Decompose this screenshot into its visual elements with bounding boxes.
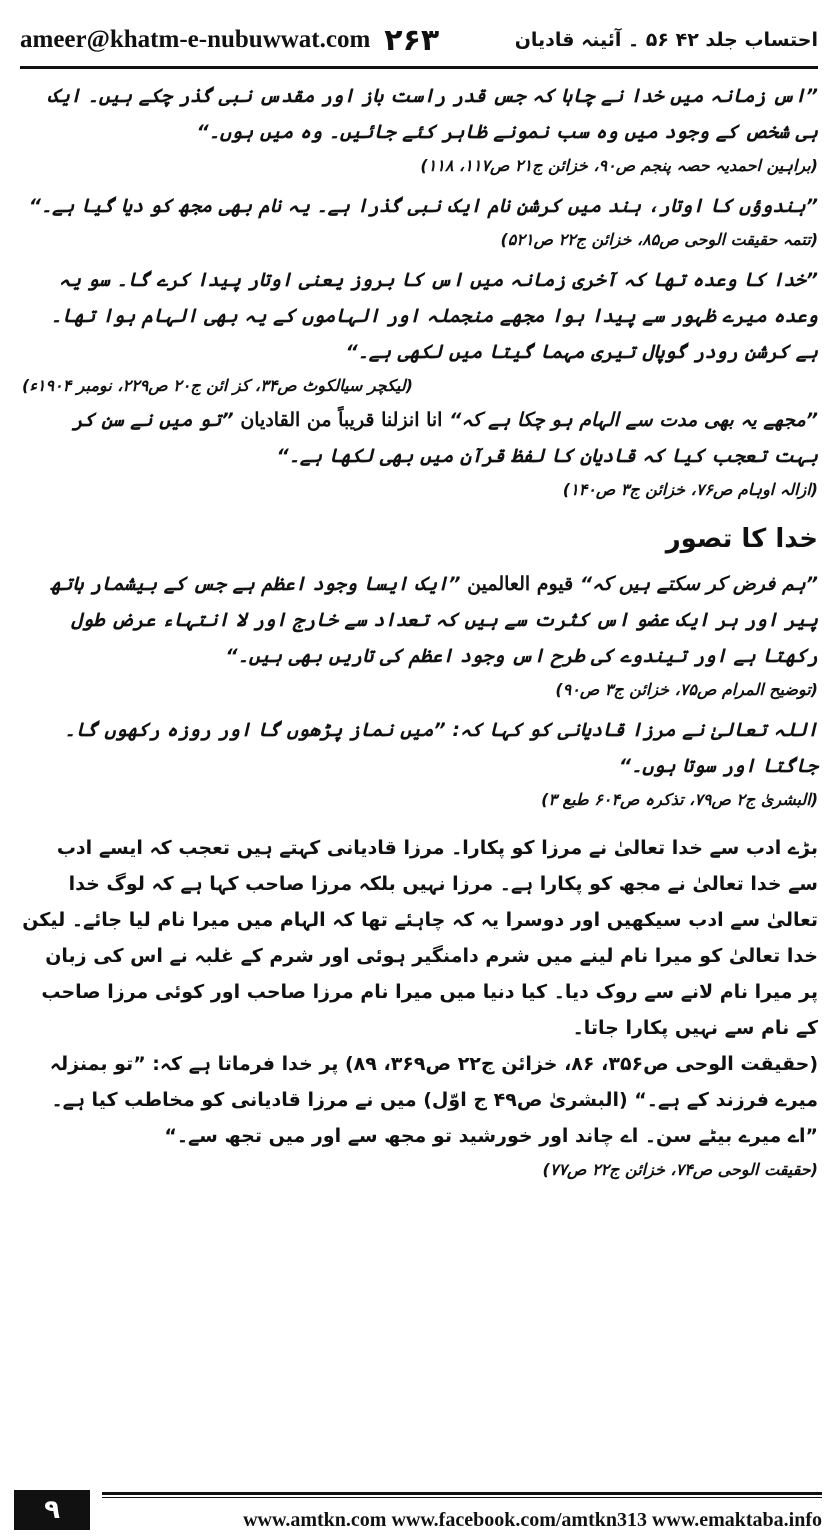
quote-4-part-a: ”مجھے یہ بھی مدت سے الہام ہو چکا ہے کہ“ — [449, 409, 818, 431]
footer-rule-thick — [102, 1492, 822, 1495]
footer-links-area — [90, 1488, 822, 1532]
quote-5 — [22, 566, 818, 674]
quote-4-part-b: ”تو میں نے سن کر بہت تعجب کیا کہ قادیان کا لفظ قرآن میں بھی لکھا ہے۔“ — [72, 409, 818, 467]
header-rule — [20, 66, 818, 69]
reference-4: (ازالہ اوہام ص۷۶، خزائن ج۳ ص۱۴۰) — [562, 480, 818, 499]
footer-page-number: ۹ — [14, 1490, 90, 1530]
quote-3: ”خدا کا وعدہ تھا کہ آخری زمانہ میں اس کا بروز یعنی اوتار پیدا کرے گا۔ سو یہ وعدہ میرے ظہور سے پیدا ہوا مجھے منجملہ اور الہاموں کے یہ بھی الہام ہوا تھا۔ ہے کرشن رودر گوپال تیری مہما گیتا میں لکھی ہے۔“ — [50, 269, 818, 363]
paragraph-8: (حقیقت الوحی ص۳۵۶، ۸۶، خزائن ج۲۲ ص۳۶۹، ۸۹) پر خدا فرماتا ہے کہ: ”تو بمنزلہ میرے فرزند کے ہے۔“ (البشریٰ ص۴۹ ج اوّل) میں نے مرزا قادیانی کو مخاطب کیا ہے۔ ”اے میرے بیٹے سن۔ اے چاند اور خورشید تو مجھ سے اور میں تجھ سے۔“ — [49, 1053, 818, 1147]
section-heading: خدا کا تصور — [665, 524, 818, 554]
quote-6: اللہ تعالیٰ نے مرزا قادیانی کو کہا کہ: ”میں نماز پڑھوں گا اور روزہ رکھوں گا۔ جاگتا اور سوتا ہوں۔“ — [64, 719, 818, 777]
header-page-number: ۲۶۳ — [384, 22, 440, 58]
footer-rule-thin — [102, 1497, 822, 1498]
reference-3: (لیکچر سیالکوٹ ص۳۴، کز ائن ج۲۰ ص۲۲۹، نومبر ۱۹۰۴ء) — [22, 376, 413, 395]
quote-5-part-b: ”ایک ایسا وجود اعظم ہے جس کے بیشمار ہاتھ پیر اور ہر ایک عضو اس کثرت سے ہیں کہ تعداد سے خارج اور لا انتہاء عرض طول رکھتا ہے اور تیندوے کی طرح اس وجود اعظم کی تاریں بھی ہیں۔“ — [50, 573, 818, 667]
quote-5-arabic: قیوم العالمین — [467, 573, 574, 595]
page-header — [20, 18, 818, 62]
header-running-title: احتساب جلد ۴۲ ۵۶ ۔ آئینہ قادیان — [514, 29, 818, 51]
reference-8: (حقیقت الوحی ص۷۴، خزائن ج۲۲ ص۷۷) — [542, 1160, 818, 1179]
header-email: ameer@khatm-e-nubuwwat.com — [20, 26, 371, 53]
quote-1: ”اس زمانہ میں خدا نے چاہا کہ جس قدر راست باز اور مقدس نبی گذر چکے ہیں۔ ایک ہی شخص کے وجود میں وہ سب نمونے ظاہر کئے جائیں۔ وہ میں ہوں۔“ — [47, 85, 818, 143]
reference-3-row — [22, 370, 818, 402]
page-content — [22, 78, 818, 1192]
reference-5: (توضیح المرام ص۷۵، خزائن ج۳ ص۹۰) — [555, 680, 818, 699]
page-footer — [14, 1488, 822, 1532]
header-left — [20, 23, 439, 58]
quote-5-part-a: ”ہم فرض کر سکتے ہیں کہ“ — [579, 573, 818, 595]
reference-2: (تتمہ حقیقت الوحی ص۸۵، خزائن ج۲۲ ص۵۲۱) — [500, 230, 818, 249]
quote-2: ”ہندوؤں کا اوتار، ہند میں کرشن نام ایک نبی گذرا ہے۔ یہ نام بھی مجھ کو دیا گیا ہے۔“ — [28, 195, 818, 217]
quote-4-arabic: انا انزلنا قریباً من القادیان — [240, 409, 443, 431]
footer-links: www.amtkn.com www.facebook.com/amtkn313 www.emaktaba.info — [243, 1509, 822, 1531]
paragraph-7: بڑے ادب سے خدا تعالیٰ نے مرزا کو پکارا۔ مرزا قادیانی کہتے ہیں تعجب کہ ایسے ادب سے خدا تعالیٰ نے مجھ کو پکارا ہے۔ مرزا نہیں بلکہ مرزا صاحب کہا ہے کہ لوگ خدا تعالیٰ سے ادب سیکھیں اور دوسرا یہ کہ چاہئے تھا کہ الہام میں میرا نام لیا جائے۔ لیکن خدا تعالیٰ کو میرا نام لینے میں شرم دامنگیر ہوئی اور شرم کے غلبہ نے اس کی زبان پر میرا نام لانے سے روک دیا۔ کیا دنیا میں میرا نام مرزا صاحب اور کوئی مرزا صاحب کے نام سے نہیں پکارا جاتا۔ — [22, 837, 818, 1039]
reference-1: (براہین احمدیہ حصہ پنجم ص۹۰، خزائن ج۲۱ ص۱۱۷، ۱۱۸) — [420, 156, 818, 175]
quote-4 — [22, 402, 818, 474]
reference-6: (البشریٰ ج۲ ص۷۹، تذکرہ ص۶۰۴ طبع ۳) — [541, 790, 818, 809]
